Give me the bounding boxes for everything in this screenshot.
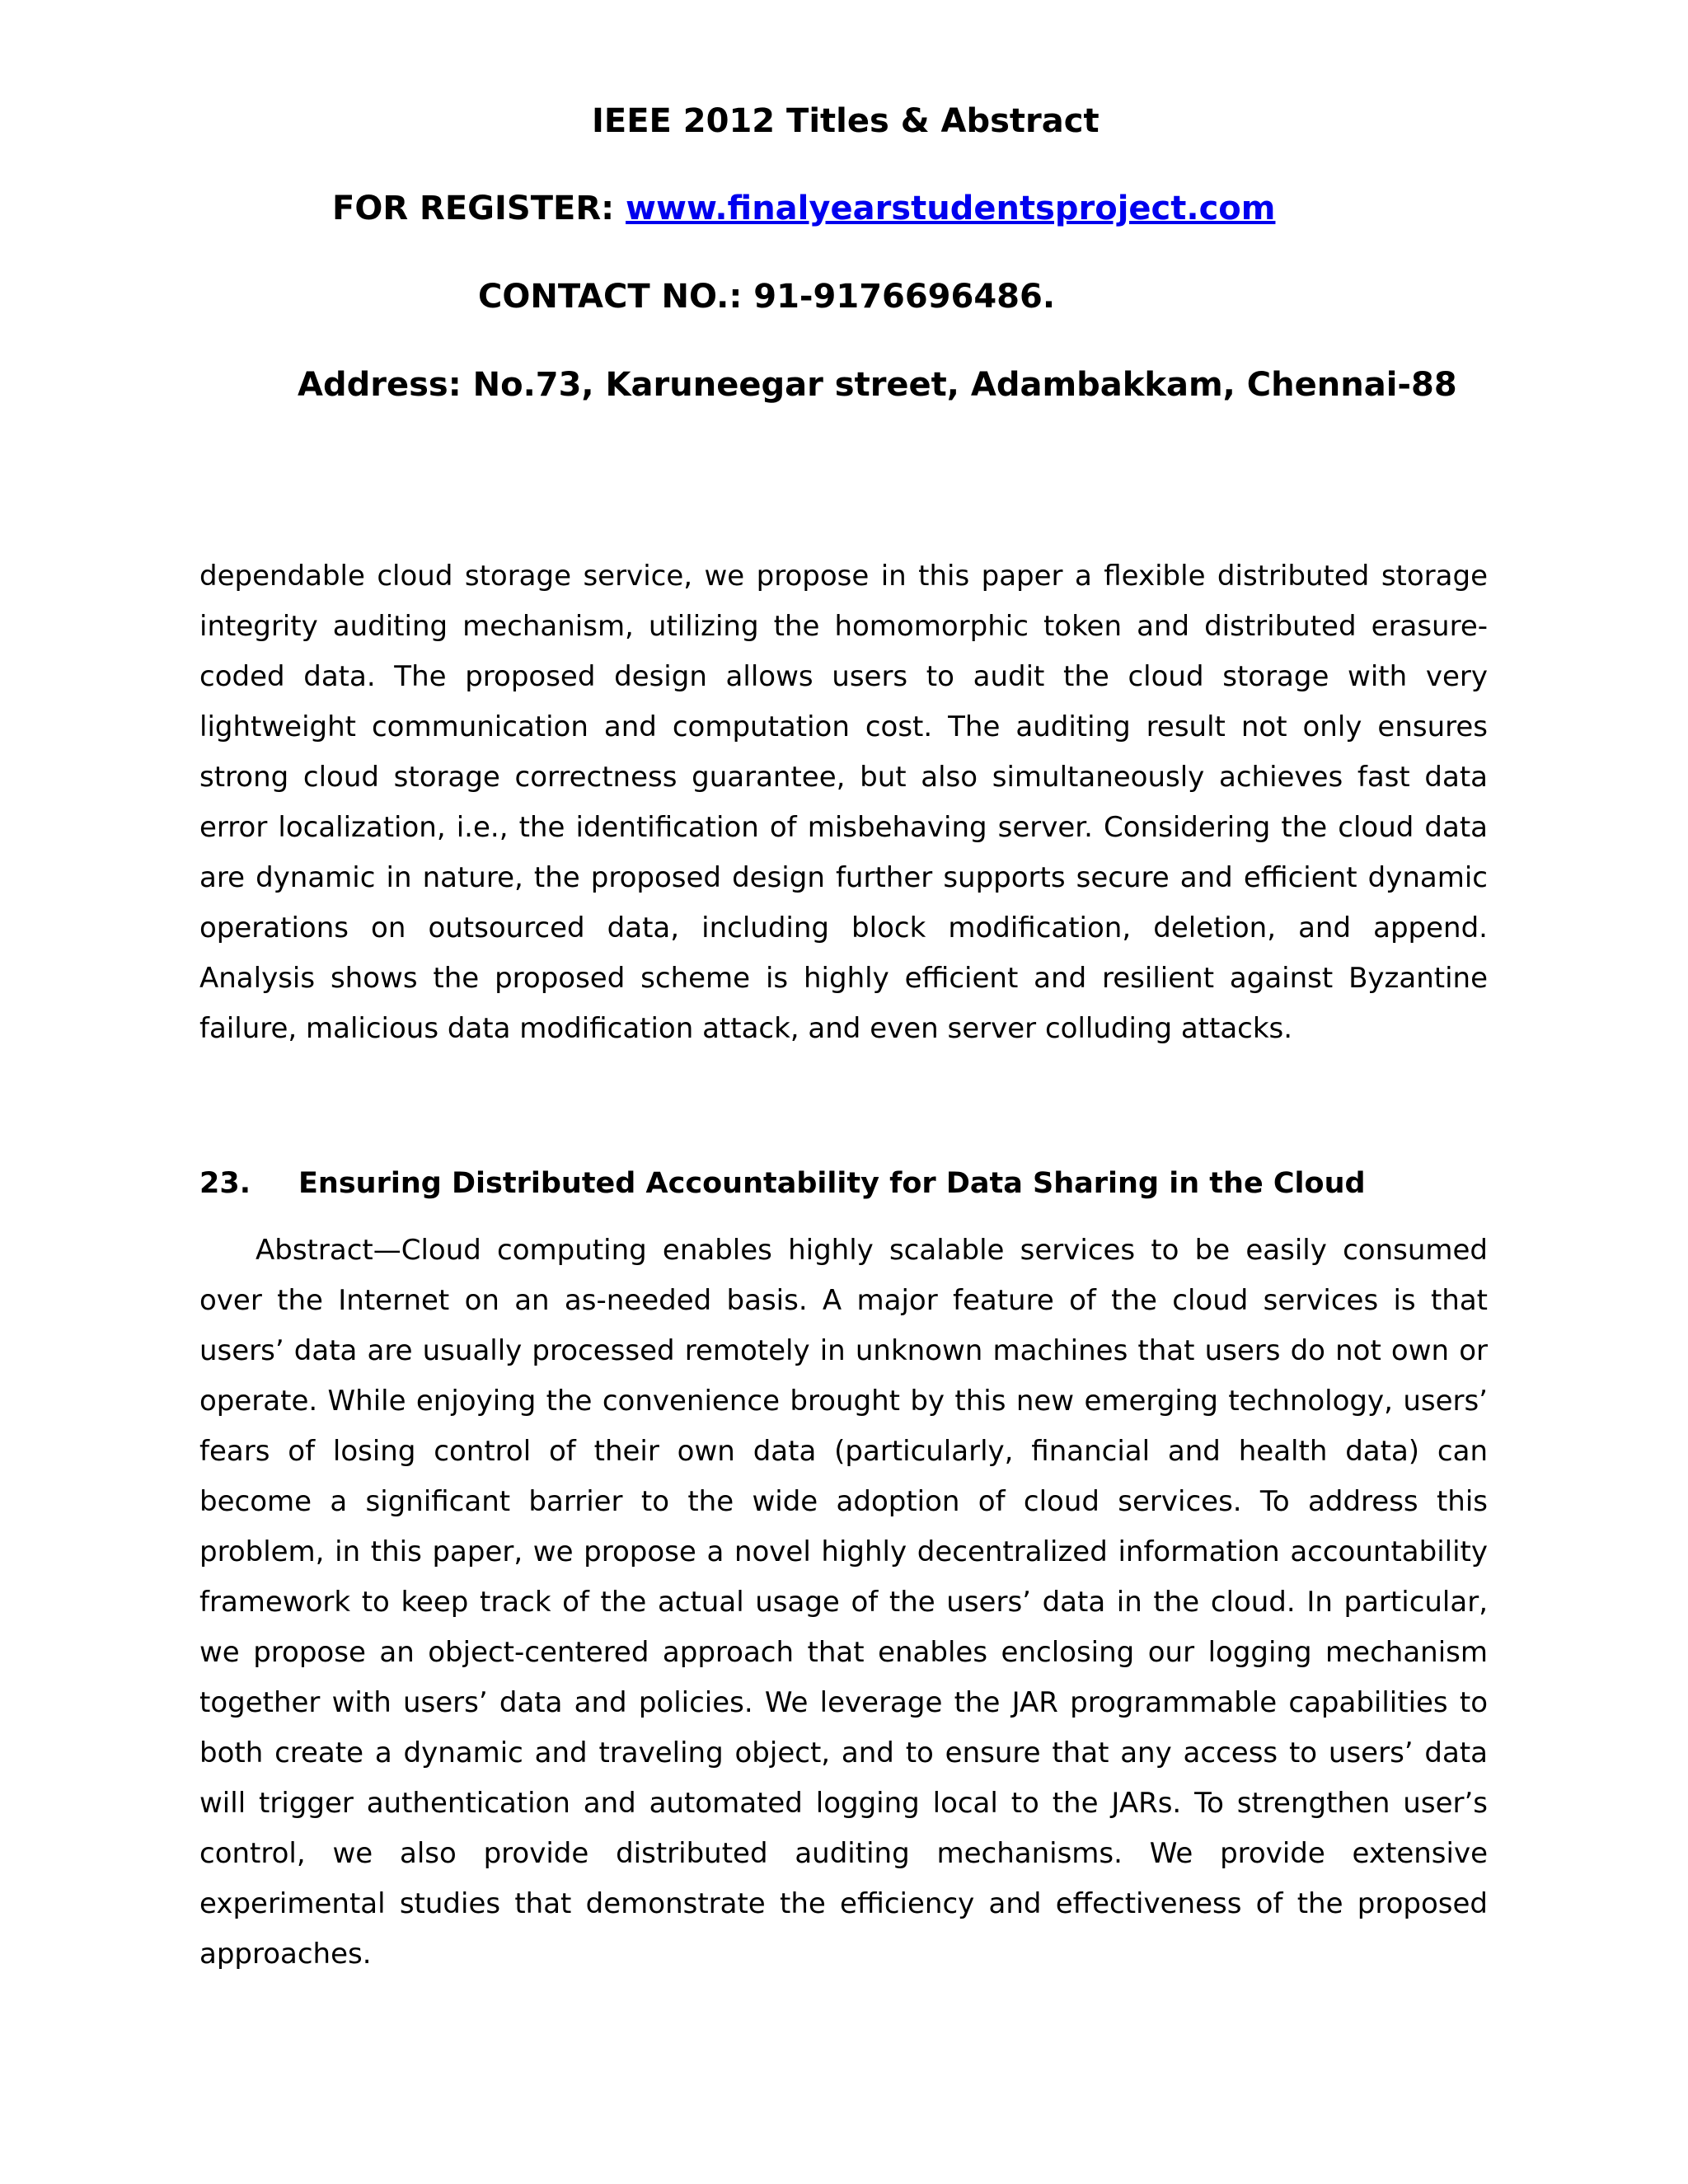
continued-abstract: [199, 551, 1488, 1054]
register-label: FOR REGISTER:: [332, 190, 626, 227]
section-number: 23.: [199, 1167, 251, 1200]
register-line: [332, 189, 1275, 228]
continued-abstract-text: dependable cloud storage service, we propose in this paper a flexible distributed storage integrity auditing mechanism, utilizing the homomorphic token and distributed erasure-coded data. The proposed design allows users to audit the cloud storage with very lightweight communication and computation cost. The auditing result not only ensures strong cloud storage correctness guarantee, but also simultaneously achieves fast data error localization, i.e., the identification of misbehaving server. Considering the cloud data are dynamic in nature, the proposed design further supports secure and efficient dynamic operations on outsourced data, including block modification, deletion, and append. Analysis shows the proposed scheme is highly efficient and resilient against Byzantine failure, malicious data modification attack, and even server colluding attacks.: [199, 560, 1488, 1045]
page-title: IEEE 2012 Titles & Abstract: [592, 102, 1100, 140]
register-link[interactable]: www.finalyearstudentsproject.com: [626, 190, 1276, 227]
section-abstract: [199, 1226, 1488, 1980]
section-title: Ensuring Distributed Accountability for Data Sharing in the Cloud: [298, 1167, 1366, 1200]
section-heading: [199, 1164, 1488, 1203]
contact-number: CONTACT NO.: 91-9176696486.: [478, 278, 1056, 316]
address-line: Address: No.73, Karuneegar street, Adambakkam, Chennai-88: [298, 366, 1457, 404]
section-abstract-text: Abstract—Cloud computing enables highly scalable services to be easily consumed over the Internet on an as-needed basis. A major feature of the cloud services is that users’ data are usually processed remotely in unknown machines that users do not own or operate. While enjoying the convenience brought by this new emerging technology, users’ fears of losing control of their own data (particularly, financial and health data) can become a significant barrier to the wide adoption of cloud services. To address this problem, in this paper, we propose a novel highly decentralized information accountability framework to keep track of the actual usage of the users’ data in the cloud. In particular, we propose an object-centered approach that enables enclosing our logging mechanism together with users’ data and policies. We leverage the JAR programmable capabilities to both create a dynamic and traveling object, and to ensure that any access to users’ data will trigger authentication and automated logging local to the JARs. To strengthen user’s control, we also provide distributed auditing mechanisms. We provide extensive experimental studies that demonstrate the efficiency and effectiveness of the proposed approaches.: [199, 1234, 1488, 1971]
